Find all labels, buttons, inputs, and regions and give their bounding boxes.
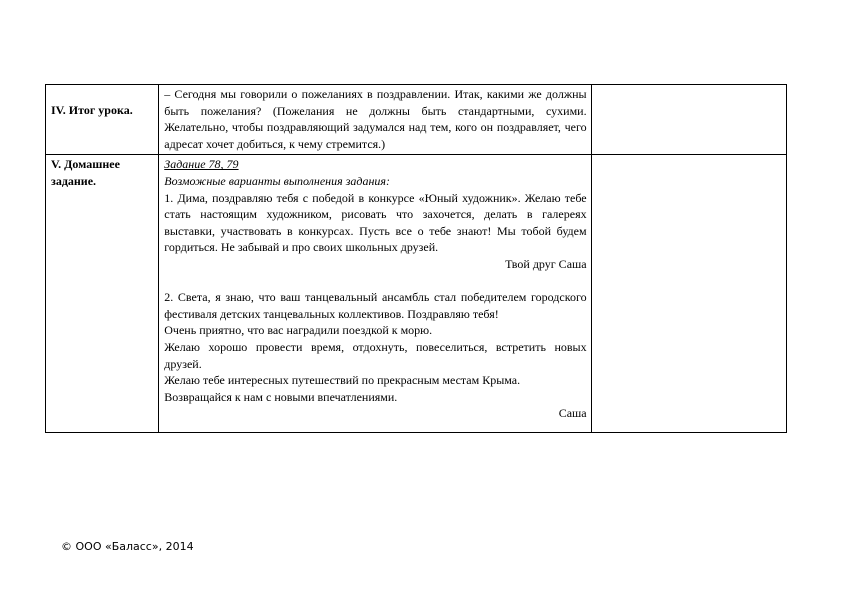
- variant-2-paragraph: Возвращайся к нам с новыми впечатлениями.: [164, 389, 398, 404]
- stage-cell: [46, 155, 159, 433]
- variant-2-paragraph: Очень приятно, что вас наградили поездкой к морю.: [164, 323, 433, 338]
- content-cell: [159, 155, 591, 433]
- content-cell: [159, 85, 591, 155]
- stage-title: IV. Итог урока.: [51, 103, 133, 117]
- table-row: [46, 155, 787, 433]
- paragraph-gap: [164, 422, 586, 430]
- stage-title: V. Домашнее задание.: [51, 157, 120, 188]
- stage-cell: [46, 85, 159, 155]
- task-subtitle: Возможные варианты выполнения задания:: [164, 173, 390, 188]
- paragraph-gap: [164, 273, 586, 290]
- notes-cell: [591, 155, 786, 433]
- variant-1-text: 1. Дима, поздравляю тебя с победой в конкурсе «Юный художник». Желаю тебе стать настоящим художником, рисовать что захочется, делать в галереях выставки, участвовать в конкурсах. Пусть все о тебе знают! Мы тобой будем гордиться. Не забывай и про своих школьных друзей.: [164, 190, 587, 255]
- table-row: [46, 85, 787, 155]
- variant-2-paragraph: Желаю хорошо провести время, отдохнуть, повеселиться, встретить новых друзей.: [164, 339, 587, 371]
- lesson-summary-text: – Сегодня мы говорили о пожеланиях в поздравлении. Итак, какими же должны быть пожелания? (Пожелания не должны быть стандартными, сухими. Желательно, чтобы поздравляющий задумался над тем, кого он поздравляет, чего адресат хочет добиться, к чему стремится.): [164, 87, 587, 151]
- variant-2-signature: Саша: [558, 406, 587, 421]
- task-title: Задание 78, 79: [164, 157, 239, 172]
- notes-cell: [591, 85, 786, 155]
- lesson-plan-table: [45, 84, 787, 433]
- copyright-footer: © ООО «Баласс», 2014: [61, 540, 194, 553]
- variant-2-paragraph: Желаю тебе интересных путешествий по прекрасным местам Крыма.: [164, 373, 521, 388]
- variant-2-paragraph: 2. Света, я знаю, что ваш танцевальный ансамбль стал победителем городского фестиваля детских танцевальных коллективов. Поздравляю тебя!: [164, 290, 587, 321]
- variant-1-signature: Твой друг Саша: [505, 256, 587, 271]
